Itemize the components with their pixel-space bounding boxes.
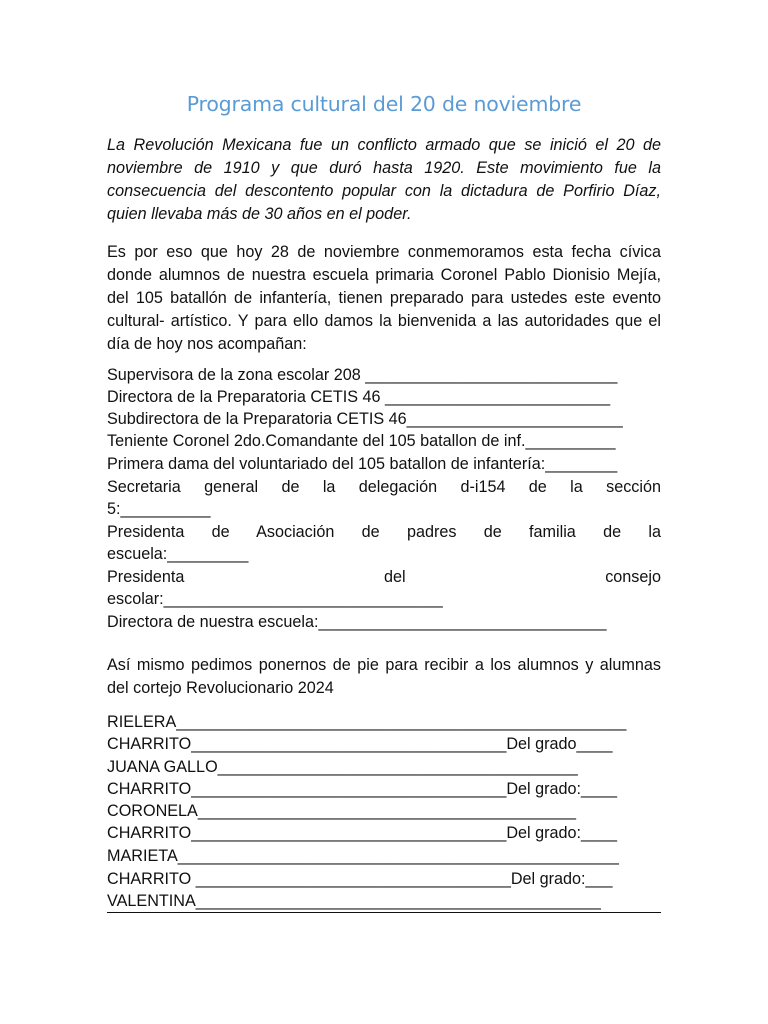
authority-line: Directora de la Preparatoria CETIS 46 _________________________ [107,388,611,406]
cortejo-line: CHARRITO___________________________________Del grado____ [107,735,613,753]
cortejo-line: MARIETA_________________________________________________ [107,847,619,865]
authority-line: escuela:_________ [107,545,249,563]
intro-paragraph: La Revolución Mexicana fue un conflicto armado que se inició el 20 de noviembre de 1910 y que duró hasta 1920. Este movimiento fue la consecuencia del descontento popular con la dictadura de Porfirio Díaz, quien llevaba más de 30 años en el poder. [107,136,661,223]
cortejo-line: JUANA GALLO________________________________________ [107,758,578,776]
cortejo-line: CORONELA__________________________________________ [107,802,576,820]
authority-line: Supervisora de la zona escolar 208 ____________________________ [107,366,618,384]
authority-line: Presidenta de Asociación de padres de familia de la [107,523,661,541]
cortejo-paragraph: Así mismo pedimos ponernos de pie para recibir a los alumnos y alumnas del cortejo Revolucionario 2024 [107,656,661,697]
document-title: Programa cultural del 20 de noviembre [186,92,582,116]
bottom-rule [107,912,661,913]
cortejo-line: VALENTINA_____________________________________________ [107,892,601,910]
authority-line: Directora de nuestra escuela:________________________________ [107,613,607,631]
authority-line: 5:__________ [107,500,211,518]
authority-line: Secretaria general de la delegación d-i154 de la sección [107,478,661,496]
cortejo-line: CHARRITO___________________________________Del grado:____ [107,780,618,798]
cortejo-line: CHARRITO ___________________________________Del grado:___ [107,870,613,888]
authority-line: escolar:_______________________________ [107,590,443,608]
authority-line: Primera dama del voluntariado del 105 batallon de infantería:________ [107,455,618,473]
cortejo-line: RIELERA__________________________________________________ [107,713,627,731]
authority-line: Teniente Coronel 2do.Comandante del 105 batallon de inf.__________ [107,432,616,450]
authority-line: Presidenta del consejo [107,568,661,586]
authority-line: Subdirectora de la Preparatoria CETIS 46________________________ [107,410,623,428]
welcome-paragraph: Es por eso que hoy 28 de noviembre conmemoramos esta fecha cívica donde alumnos de nuestra escuela primaria Coronel Pablo Dionisio Mejía, del 105 batallón de infantería, tienen preparado para ustedes este evento cultural- artístico. Y para ello damos la bienvenida a las autoridades que el día de hoy nos acompañan: [107,243,661,353]
cortejo-line: CHARRITO___________________________________Del grado:____ [107,824,618,842]
